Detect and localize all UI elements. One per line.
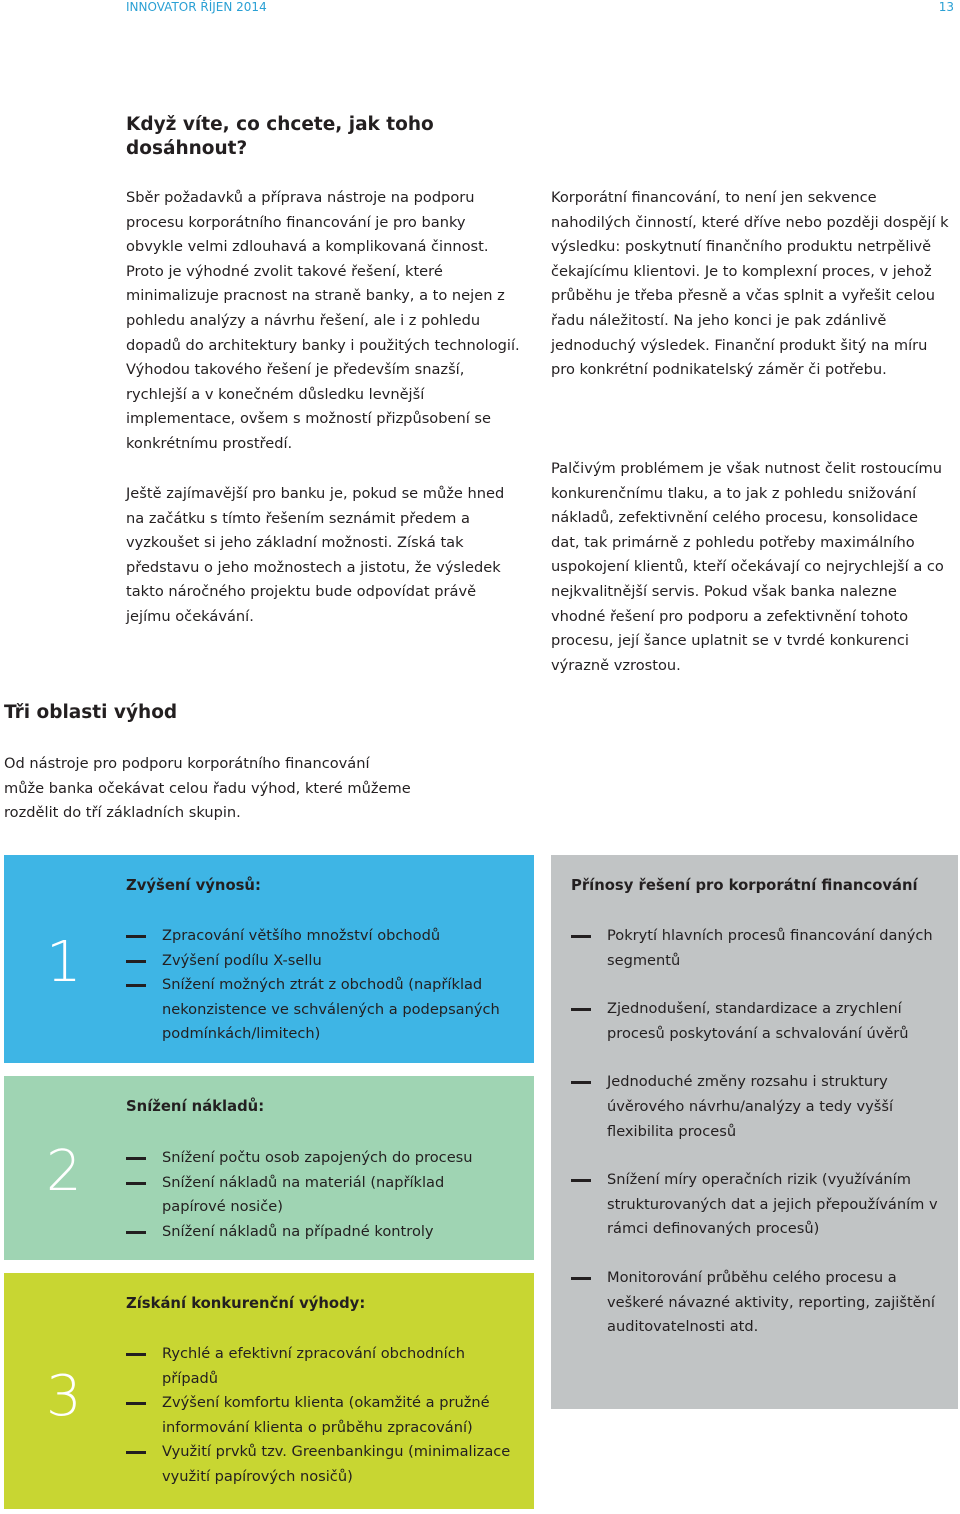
benefit-box-revenue <box>4 855 534 1063</box>
list-item: Snížení možných ztrát z obchodů (například nekonzistence ve schválených a podepsaných podmínkách/limitech) <box>126 973 506 1047</box>
box-number: 1 <box>46 930 82 995</box>
list-item: Využití prvků tzv. Greenbankingu (minimalizace využití papírových nosičů) <box>126 1440 521 1489</box>
intro-paragraph-4: Palčivým problémem je však nutnost čelit rostoucímu konkurenčnímu tlaku, a to jak z pohledu snižování nákladů, zefektivnění celého procesu, konsolidace dat, tak primárně z pohledu potřeby maximálního uspokojení klientů, kteří očekávají co nejrychlejší a co nejkvalitnější servis. Pokud však banka nalezne vhodné řešení pro podporu a zefektivnění tohoto procesu, její šance uplatnit se v tvrdé konkurenci výrazně vzrostou. <box>551 460 944 674</box>
list-item: Zjednodušení, standardizace a zrychlení procesů poskytování a schvalování úvěrů <box>571 997 946 1046</box>
list-item: Snížení nákladů na případné kontroly <box>126 1220 506 1245</box>
box-list <box>126 924 506 1047</box>
section-title: Když víte, co chcete, jak toho dosáhnout? <box>126 114 434 159</box>
box-title: Snížení nákladů: <box>126 1098 265 1115</box>
benefit-box-competitive <box>4 1273 534 1509</box>
benefit-box-costs <box>4 1076 534 1260</box>
box-title: Získání konkurenční výhody: <box>126 1295 366 1312</box>
box-title: Zvýšení výnosů: <box>126 877 261 894</box>
list-item: Snížení nákladů na materiál (například papírové nosiče) <box>126 1171 506 1220</box>
box-list <box>126 1342 521 1490</box>
box-title: Přínosy řešení pro korporátní financování <box>571 877 918 894</box>
list-item: Zpracování většího množství obchodů <box>126 924 506 949</box>
solution-benefits-box <box>551 855 958 1409</box>
issue-label: INNOVATOR ŘÍJEN 2014 <box>126 0 267 14</box>
list-item: Snížení počtu osob zapojených do procesu <box>126 1146 506 1171</box>
box-list <box>571 924 946 1340</box>
intro-paragraph-3: Korporátní financování, to není jen sekvence nahodilých činností, které dříve nebo později dospějí k výsledku: poskytnutí finančního produktu netrpělivě čekajícímu klientovi. Je to komplexní proces, v jehož průběhu je třeba přesně a včas splnit a vyřešit celou řadu náležitostí. Na jeho konci je pak zdánlivě jednoduchý výsledek. Finanční produkt šitý na míru pro konkrétní podnikatelský záměr či potřebu. <box>551 189 949 379</box>
box-number: 2 <box>46 1139 82 1204</box>
box-list <box>126 1146 506 1244</box>
list-item: Rychlé a efektivní zpracování obchodních případů <box>126 1342 521 1391</box>
benefits-title: Tři oblasti výhod <box>4 702 178 723</box>
page-number: 13 <box>938 0 954 14</box>
list-item: Monitorování průběhu celého procesu a veškeré návazné aktivity, reporting, zajištění auditovatelnosti atd. <box>571 1266 946 1340</box>
page-header <box>0 0 960 13</box>
intro-paragraph-2: Ještě zajímavější pro banku je, pokud se může hned na začátku s tímto řešením seznámit předem a vyzkoušet si jeho základní možnosti. Získá tak představu o jeho možnostech a jistotu, že výsledek takto náročného projektu bude odpovídat právě jejímu očekávání. <box>126 485 505 625</box>
list-item: Zvýšení podílu X-sellu <box>126 949 506 974</box>
intro-paragraph-1: Sběr požadavků a příprava nástroje na podporu procesu korporátního financování je pro banky obvykle velmi zdlouhavá a komplikovaná činnost. Proto je výhodné zvolit takové řešení, které minimalizuje pracnost na straně banky, a to nejen z pohledu analýzy a návrhu řešení, ale i z pohledu dopadů do architektury banky i použitých technologií. Výhodou takového řešení je především snazší, rychlejší a v konečném důsledku levnější implementace, ovšem s možností přizpůsobení se konkrétnímu prostředí. <box>126 189 520 452</box>
list-item: Snížení míry operačních rizik (využíváním strukturovaných dat a jejich přepoužíváním v rámci definovaných procesů) <box>571 1168 946 1242</box>
box-number: 3 <box>46 1364 82 1429</box>
list-item: Zvýšení komfortu klienta (okamžité a pružné informování klienta o průběhu zpracování) <box>126 1391 521 1440</box>
list-item: Pokrytí hlavních procesů financování daných segmentů <box>571 924 946 973</box>
benefits-intro: Od nástroje pro podporu korporátního financování může banka očekávat celou řadu výhod, které můžeme rozdělit do tří základních skupin. <box>4 755 411 822</box>
list-item: Jednoduché změny rozsahu i struktury úvěrového návrhu/analýzy a tedy vyšší flexibilita procesů <box>571 1070 946 1144</box>
